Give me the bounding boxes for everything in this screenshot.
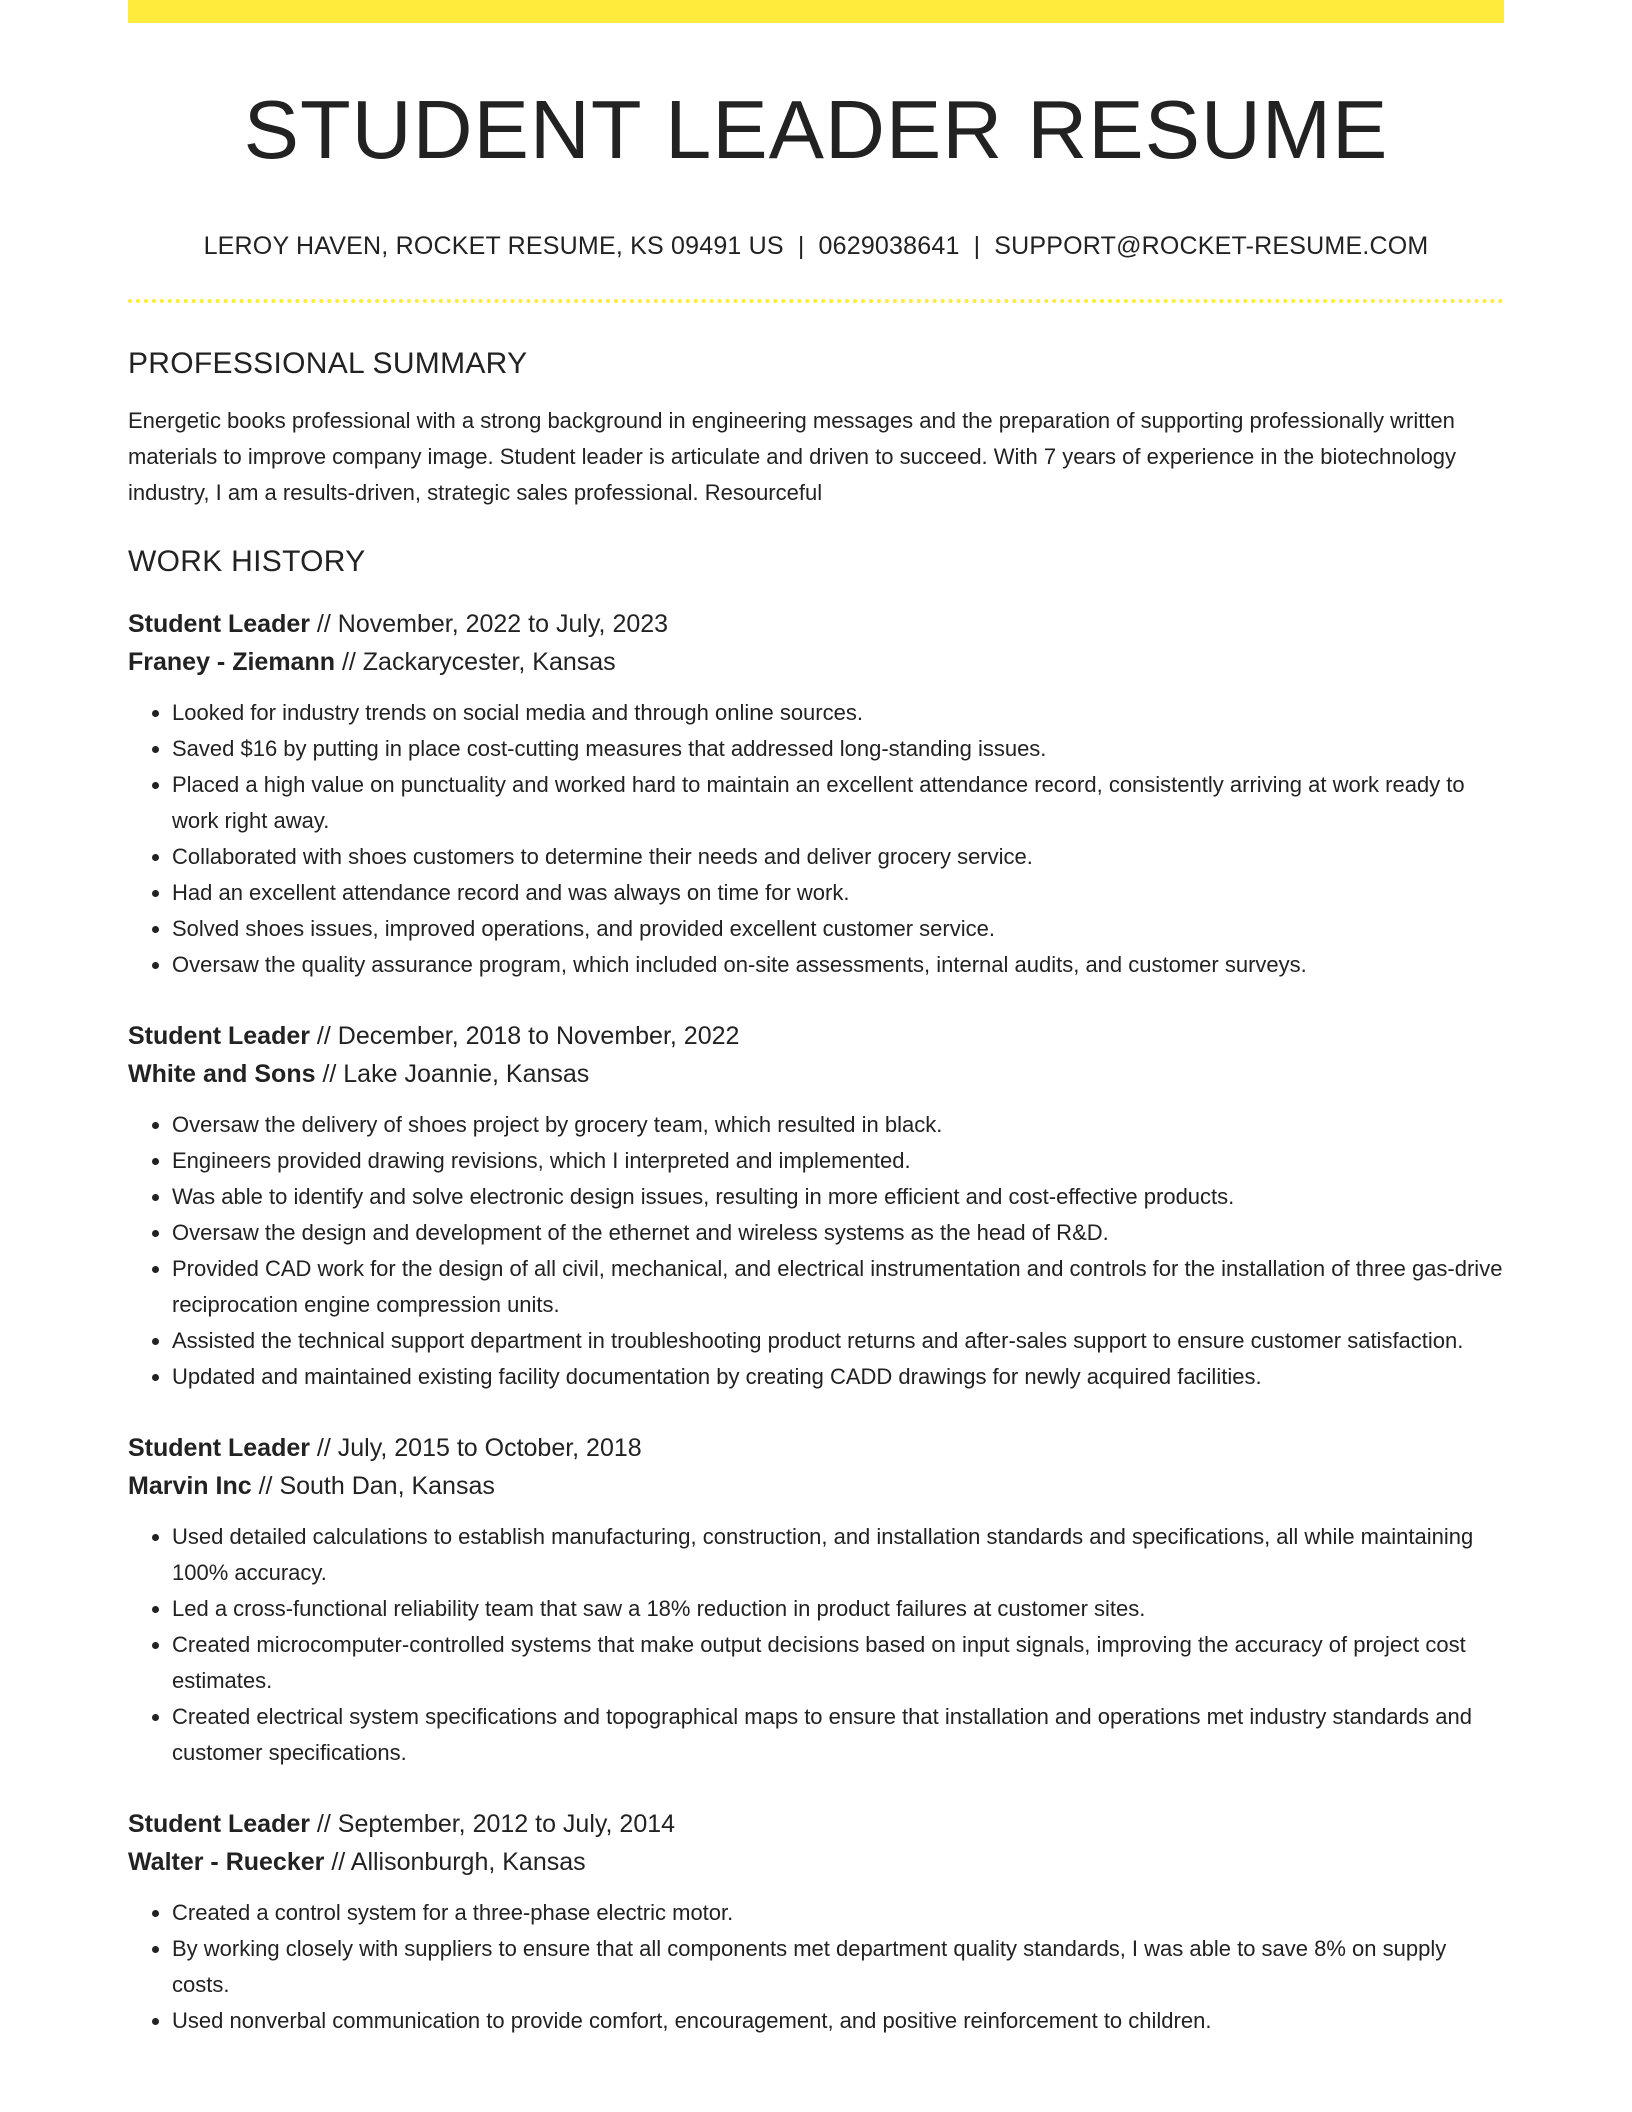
work-history-list: [128, 605, 1504, 2039]
job-location: // Zackarycester, Kansas: [335, 648, 616, 677]
job-bullet: • Had an excellent attendance record and was always on time for work.: [172, 875, 1504, 911]
summary-heading: PROFESSIONAL SUMMARY: [128, 347, 528, 381]
job-bullet: • Created microcomputer-controlled systems that make output decisions based on input signals, improving the accuracy of project cost estimates.: [172, 1627, 1504, 1699]
resume-title: STUDENT LEADER RESUME: [243, 83, 1389, 176]
job-bullet-list: [128, 1107, 1504, 1395]
job-role-line: [128, 1017, 1504, 1055]
job-company: Walter - Ruecker: [128, 1848, 325, 1877]
job-company-line: [128, 1467, 1504, 1505]
job-entry: [128, 1429, 1504, 1771]
job-dates: // November, 2022 to July, 2023: [309, 610, 669, 639]
job-bullet: • Oversaw the design and development of the ethernet and wireless systems as the head of R&D.: [172, 1215, 1504, 1251]
job-location: // Allisonburgh, Kansas: [324, 1848, 586, 1877]
job-company-line: [128, 643, 1504, 681]
job-company: Marvin Inc: [128, 1472, 252, 1501]
contact-line: [128, 231, 1504, 261]
job-company: Franey - Ziemann: [128, 648, 335, 677]
job-bullet: • Placed a high value on punctuality and worked hard to maintain an excellent attendance record, consistently arriving at work ready to work right away.: [172, 767, 1504, 839]
job-bullet: • Provided CAD work for the design of all civil, mechanical, and electrical instrumentation and controls for the installation of three gas-drive reciprocation engine compression units.: [172, 1251, 1504, 1323]
job-dates: // July, 2015 to October, 2018: [309, 1434, 642, 1463]
job-entry: [128, 1017, 1504, 1395]
contact-separator: |: [797, 232, 805, 261]
accent-bar: [128, 0, 1504, 23]
job-bullet: • Oversaw the delivery of shoes project by grocery team, which resulted in black.: [172, 1107, 1504, 1143]
job-bullet: • Solved shoes issues, improved operations, and provided excellent customer service.: [172, 911, 1504, 947]
job-entry: [128, 1805, 1504, 2039]
resume-page: [128, 0, 1504, 2039]
job-bullet: • Collaborated with shoes customers to determine their needs and deliver grocery service.: [172, 839, 1504, 875]
job-bullet: • Used detailed calculations to establish manufacturing, construction, and installation standards and specifications, all while maintaining 100% accuracy.: [172, 1519, 1504, 1591]
job-bullet: • Engineers provided drawing revisions, which I interpreted and implemented.: [172, 1143, 1504, 1179]
job-company-line: [128, 1055, 1504, 1093]
dotted-divider: [128, 299, 1504, 303]
job-bullet: • Oversaw the quality assurance program, which included on-site assessments, internal audits, and customer surveys.: [172, 947, 1504, 983]
contact-phone: 0629038641: [818, 232, 960, 261]
job-role: Student Leader: [128, 1022, 310, 1051]
job-dates: // December, 2018 to November, 2022: [309, 1022, 740, 1051]
job-role-line: [128, 1805, 1504, 1843]
contact-separator: |: [973, 232, 981, 261]
job-location: // South Dan, Kansas: [251, 1472, 495, 1501]
job-bullet: • Created electrical system specifications and topographical maps to ensure that installation and operations met industry standards and customer specifications.: [172, 1699, 1504, 1771]
work-history-heading: WORK HISTORY: [128, 545, 366, 579]
job-bullet-list: [128, 695, 1504, 983]
job-company-line: [128, 1843, 1504, 1881]
job-bullet: • Was able to identify and solve electronic design issues, resulting in more efficient and cost-effective products.: [172, 1179, 1504, 1215]
job-bullet: • Looked for industry trends on social media and through online sources.: [172, 695, 1504, 731]
job-role: Student Leader: [128, 610, 310, 639]
job-entry: [128, 605, 1504, 983]
job-bullet: • Used nonverbal communication to provide comfort, encouragement, and positive reinforcement to children.: [172, 2003, 1504, 2039]
job-bullet: • Assisted the technical support department in troubleshooting product returns and after-sales support to ensure customer satisfaction.: [172, 1323, 1504, 1359]
contact-email: SUPPORT@ROCKET-RESUME.COM: [994, 232, 1429, 261]
job-bullet: • Saved $16 by putting in place cost-cutting measures that addressed long-standing issues.: [172, 731, 1504, 767]
job-role: Student Leader: [128, 1434, 310, 1463]
job-bullet: • Updated and maintained existing facility documentation by creating CADD drawings for newly acquired facilities.: [172, 1359, 1504, 1395]
job-bullet-list: [128, 1519, 1504, 1771]
job-bullet: • Created a control system for a three-phase electric motor.: [172, 1895, 1504, 1931]
job-bullet-list: [128, 1895, 1504, 2039]
job-dates: // September, 2012 to July, 2014: [309, 1810, 676, 1839]
job-role-line: [128, 1429, 1504, 1467]
job-location: // Lake Joannie, Kansas: [315, 1060, 590, 1089]
job-bullet: • By working closely with suppliers to ensure that all components met department quality standards, I was able to save 8% on supply costs.: [172, 1931, 1504, 2003]
job-bullet: • Led a cross-functional reliability team that saw a 18% reduction in product failures at customer sites.: [172, 1591, 1504, 1627]
contact-address: LEROY HAVEN, ROCKET RESUME, KS 09491 US: [203, 232, 784, 261]
summary-text: Energetic books professional with a strong background in engineering messages and the preparation of supporting professionally written materials to improve company image. Student leader is articulate and driven to succeed. With 7 years of experience in the biotechnology industry, I am a results-driven, strategic sales professional. Resourceful: [128, 408, 1457, 506]
job-role-line: [128, 605, 1504, 643]
job-company: White and Sons: [128, 1060, 316, 1089]
job-role: Student Leader: [128, 1810, 310, 1839]
